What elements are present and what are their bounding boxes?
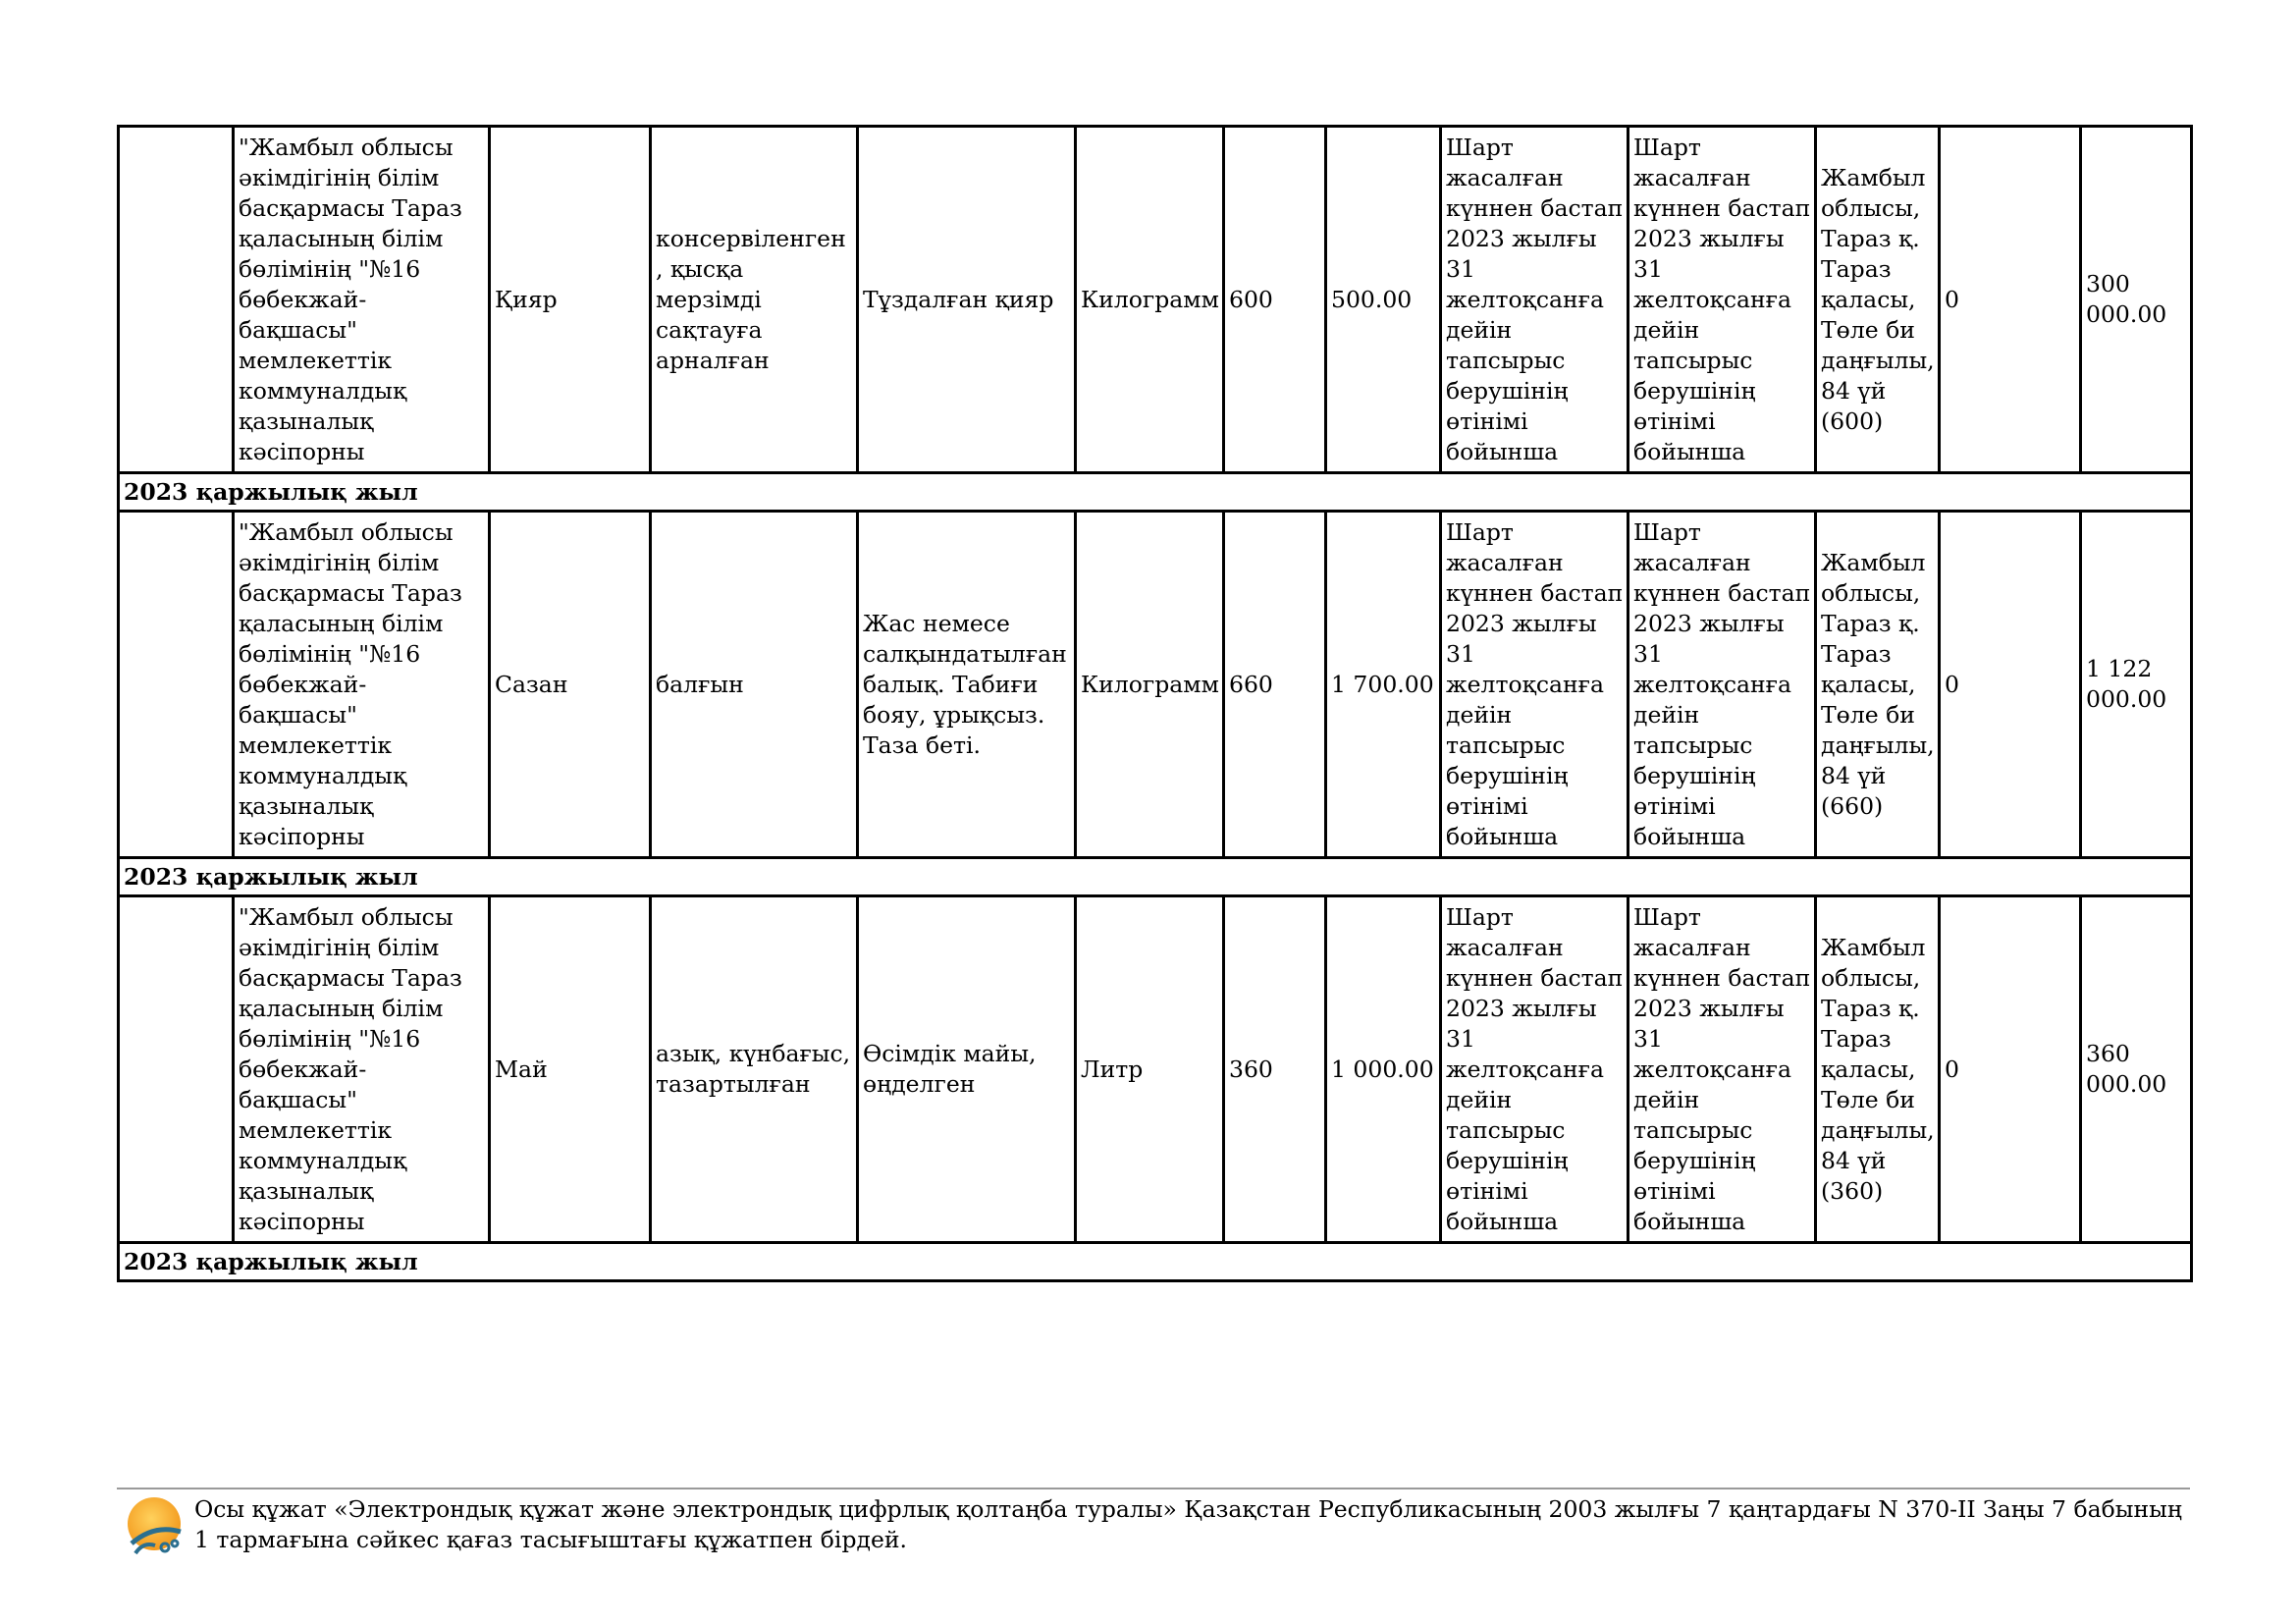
total-amount-cell: 1 122 000.00 [2081, 512, 2192, 858]
row-number-cell [119, 127, 234, 473]
delivery-term-cell: Шарт жасалған күннен бастап 2023 жылғы 31 желтоқсанға дейін тапсырыс берушінің өтінімі бойынша [1441, 127, 1629, 473]
total-amount-cell: 360 000.00 [2081, 896, 2192, 1243]
advance-cell: 0 [1940, 512, 2081, 858]
footer-divider [117, 1488, 2190, 1489]
total-amount-cell: 300 000.00 [2081, 127, 2192, 473]
item-name-cell: Май [490, 896, 651, 1243]
procurement-table [117, 125, 2193, 1282]
delivery-term-cell: Шарт жасалған күннен бастап 2023 жылғы 31 желтоқсанға дейін тапсырыс берушінің өтінімі бойынша [1441, 896, 1629, 1243]
advance-cell: 0 [1940, 896, 2081, 1243]
customer-cell: "Жамбыл облысы әкімдігінің білім басқармасы Тараз қаласының білім бөлімінің "№16 бөбекжай-бақшасы" мемлекеттік коммуналдық қазыналық кәсіпорны [234, 512, 490, 858]
delivery-place-cell: Жамбыл облысы, Тараз қ. Тараз қаласы, Төле би даңғылы, 84 үй (360) [1816, 896, 1940, 1243]
financial-year-row [119, 1243, 2192, 1281]
financial-year-label: 2023 қаржылық жыл [119, 858, 2192, 896]
table-row [119, 127, 2192, 473]
unit-price-cell: 1 000.00 [1326, 896, 1441, 1243]
delivery-term-cell: Шарт жасалған күннен бастап 2023 жылғы 31 желтоқсанға дейін тапсырыс берушінің өтінімі бойынша [1441, 512, 1629, 858]
footer-legal-notice: Осы құжат «Электрондық құжат және электрондық цифрлық қолтаңба туралы» Қазақстан Республикасының 2003 жылғы 7 қаңтардағы N 370-II Заңы 7 бабының 1 тармағына сәйкес қағаз тасығыштағы құжатпен бірдей. [194, 1495, 2182, 1553]
customer-cell: "Жамбыл облысы әкімдігінің білім басқармасы Тараз қаласының білім бөлімінің "№16 бөбекжай-бақшасы" мемлекеттік коммуналдық қазыналық кәсіпорны [234, 127, 490, 473]
table-row [119, 512, 2192, 858]
table-row [119, 896, 2192, 1243]
item-name-cell: Қияр [490, 127, 651, 473]
unit-cell: Килограмм [1076, 512, 1224, 858]
delivery-term-cell: Шарт жасалған күннен бастап 2023 жылғы 31 желтоқсанға дейін тапсырыс берушінің өтінімі бойынша [1629, 896, 1816, 1243]
quantity-cell: 660 [1224, 512, 1326, 858]
delivery-place-cell: Жамбыл облысы, Тараз қ. Тараз қаласы, Төле би даңғылы, 84 үй (600) [1816, 127, 1940, 473]
row-number-cell [119, 896, 234, 1243]
unit-cell: Килограмм [1076, 127, 1224, 473]
quantity-cell: 600 [1224, 127, 1326, 473]
delivery-term-cell: Шарт жасалған күннен бастап 2023 жылғы 31 желтоқсанға дейін тапсырыс берушінің өтінімі бойынша [1629, 512, 1816, 858]
item-description-cell: Тұздалған қияр [858, 127, 1076, 473]
item-description-cell: Өсімдік майы, өңделген [858, 896, 1076, 1243]
unit-price-cell: 1 700.00 [1326, 512, 1441, 858]
advance-cell: 0 [1940, 127, 2081, 473]
financial-year-row [119, 858, 2192, 896]
unit-cell: Литр [1076, 896, 1224, 1243]
item-name-cell: Сазан [490, 512, 651, 858]
quantity-cell: 360 [1224, 896, 1326, 1243]
kazakhstan-egov-emblem-icon [122, 1494, 187, 1559]
unit-price-cell: 500.00 [1326, 127, 1441, 473]
financial-year-row [119, 473, 2192, 512]
item-characteristics-cell: консервіленген, қысқа мерзімді сақтауға арналған [651, 127, 858, 473]
row-number-cell [119, 512, 234, 858]
delivery-place-cell: Жамбыл облысы, Тараз қ. Тараз қаласы, Төле би даңғылы, 84 үй (660) [1816, 512, 1940, 858]
financial-year-label: 2023 қаржылық жыл [119, 1243, 2192, 1281]
customer-cell: "Жамбыл облысы әкімдігінің білім басқармасы Тараз қаласының білім бөлімінің "№16 бөбекжай-бақшасы" мемлекеттік коммуналдық қазыналық кәсіпорны [234, 896, 490, 1243]
delivery-term-cell: Шарт жасалған күннен бастап 2023 жылғы 31 желтоқсанға дейін тапсырыс берушінің өтінімі бойынша [1629, 127, 1816, 473]
financial-year-label: 2023 қаржылық жыл [119, 473, 2192, 512]
item-characteristics-cell: азық, күнбағыс, тазартылған [651, 896, 858, 1243]
item-characteristics-cell: балғын [651, 512, 858, 858]
item-description-cell: Жас немесе салқындатылған балық. Табиғи бояу, ұрықсыз. Таза беті. [858, 512, 1076, 858]
